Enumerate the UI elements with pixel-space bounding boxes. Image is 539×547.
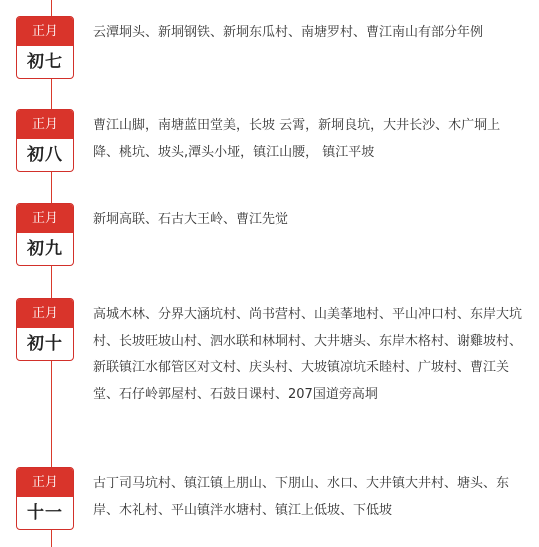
entry-text: 高城木林、分界大涵坑村、尚书营村、山美莑地村、平山冲口村、东岸大坑村、长坡旺坡山村、泗水联和林垌村、大井塘头、东岸木格村、谢雞坡村、新联镇江水郁管区对文村、庆头村、大坡镇凉坑禾睦村、广坡村、曹江关堂、石仔岭郭屋村、石鼓日课村、207国道旁高垌 — [93, 307, 523, 402]
date-badge — [16, 467, 74, 530]
badge-month: 正月 — [17, 110, 73, 139]
timeline-line — [51, 0, 52, 547]
badge-month: 正月 — [17, 204, 73, 233]
badge-day: 初八 — [27, 145, 63, 165]
entry-text: 曹江山脚，南塘蓝田堂美，长坡 云霄，新垌良坑，大井长沙、木广垌上 降、桃坑、坡头,潭头小垭，镇江山腰， 镇江平坡 — [93, 118, 501, 160]
date-badge — [16, 109, 74, 172]
badge-day: 十一 — [27, 503, 63, 523]
entry-text: 新垌高联、石古大王岭、曹江先觉 — [93, 212, 289, 227]
date-badge — [16, 298, 74, 361]
entry-text: 云潭垌头、新垌钢铁、新垌东瓜村、南塘罗村、曹江南山有部分年例 — [93, 25, 484, 40]
date-badge — [16, 203, 74, 266]
badge-month: 正月 — [17, 17, 73, 46]
badge-month: 正月 — [17, 299, 73, 328]
badge-day: 初九 — [27, 239, 63, 259]
entry-text: 古丁司马坑村、镇江镇上朋山、下朋山、水口、大井镇大井村、塘头、东岸、木礼村、平山镇泮水塘村、镇江上低坡、下低坡 — [93, 476, 510, 518]
badge-day: 初十 — [27, 334, 63, 354]
date-badge — [16, 16, 74, 79]
badge-month: 正月 — [17, 468, 73, 497]
badge-day: 初七 — [27, 52, 63, 72]
